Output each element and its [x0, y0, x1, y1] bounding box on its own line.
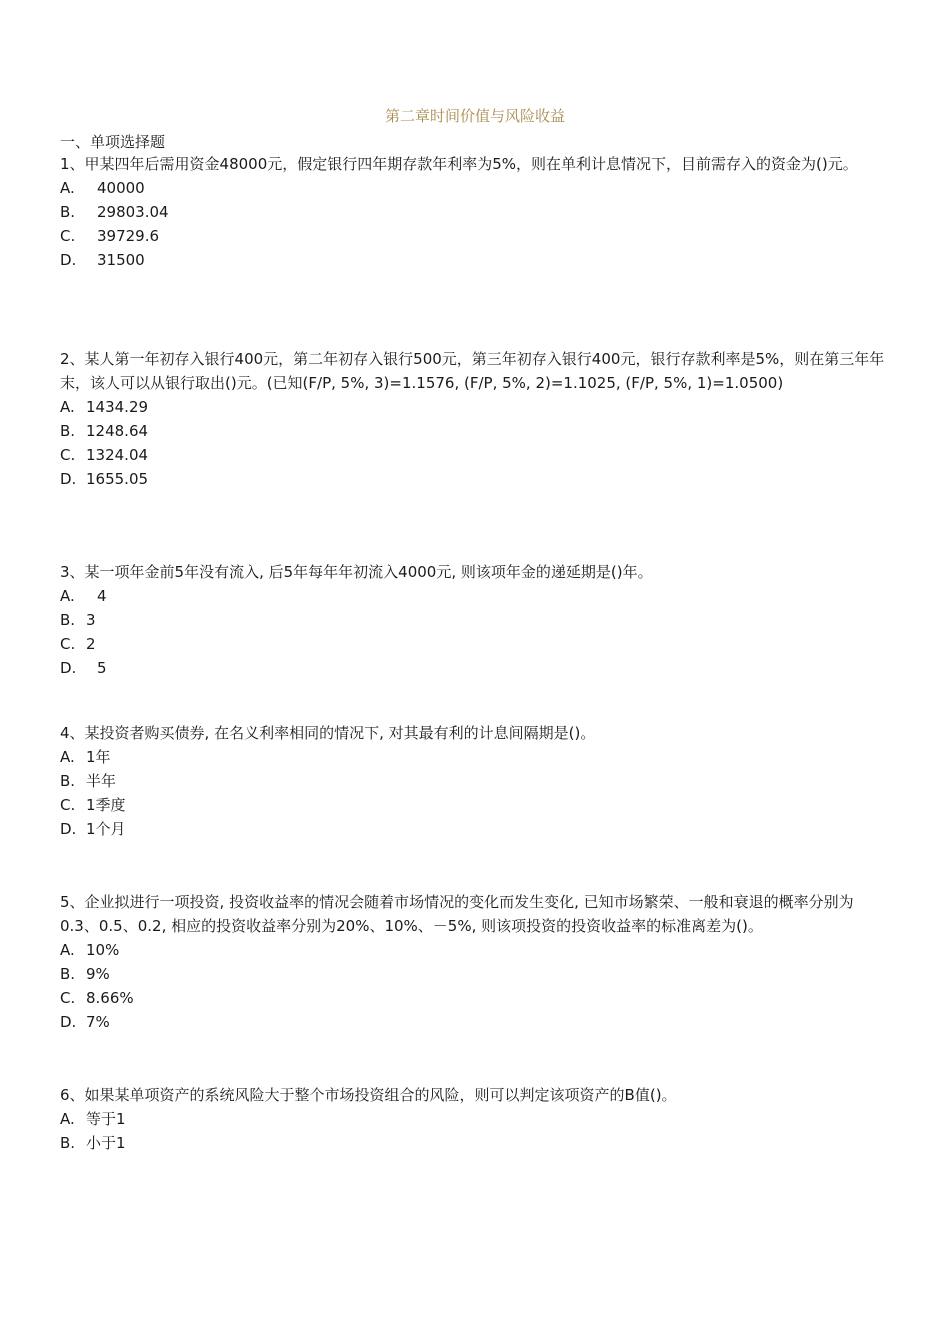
option-text: 7% [86, 1013, 110, 1031]
option-letter: B. [60, 203, 76, 221]
option-text: 9% [86, 965, 110, 983]
option-text: 1季度 [86, 796, 126, 814]
option-text: 29803.04 [97, 203, 169, 221]
option-a [60, 176, 890, 200]
option-letter: C. [60, 446, 76, 464]
option-text: 10% [86, 941, 120, 959]
option-c [60, 632, 890, 656]
option-letter: D. [60, 1013, 77, 1031]
option-text: 等于1 [86, 1110, 126, 1128]
option-letter: B. [60, 965, 76, 983]
option-letter: B. [60, 422, 76, 440]
option-letter: D. [60, 470, 77, 488]
option-letter: A. [60, 587, 75, 605]
option-b [60, 769, 890, 793]
option-letter: D. [60, 251, 77, 269]
option-text: 5 [97, 659, 107, 677]
option-letter: C. [60, 796, 76, 814]
option-d [60, 817, 890, 841]
question-stem: 6、如果某单项资产的系统风险大于整个市场投资组合的风险，则可以判定该项资产的B值()。 [60, 1086, 677, 1104]
question-4 [60, 721, 890, 841]
question-3 [60, 560, 890, 680]
option-letter: C. [60, 227, 76, 245]
question-stem: 2、某人第一年初存入银行400元，第二年初存入银行500元，第三年初存入银行400元，银行存款利率是5%，则在第三年年末，该人可以从银行取出()元。(已知(F/P, 5%, 3)=1.1576, (F/P, 5%, 2)=1.1025, (F/P, 5%, 1)=1.0500) [60, 350, 885, 392]
question-stem: 1、甲某四年后需用资金48000元，假定银行四年期存款年利率为5%，则在单利计息情况下，目前需存入的资金为()元。 [60, 155, 858, 173]
option-text: 1324.04 [86, 446, 149, 464]
option-c [60, 224, 890, 248]
option-text: 1655.05 [86, 470, 149, 488]
option-text: 4 [97, 587, 107, 605]
question-5 [60, 890, 890, 1034]
option-a [60, 584, 890, 608]
option-text: 1个月 [86, 820, 126, 838]
option-text: 小于1 [86, 1134, 126, 1152]
option-letter: A. [60, 179, 75, 197]
option-d [60, 1010, 890, 1034]
question-stem: 5、企业拟进行一项投资, 投资收益率的情况会随着市场情况的变化而发生变化, 已知市场繁荣、一般和衰退的概率分别为0.3、0.5、0.2, 相应的投资收益率分别为20%、10%、－5%, 则该项投资的投资收益率的标准离差为()。 [60, 893, 854, 935]
question-1 [60, 152, 890, 272]
option-text: 8.66% [86, 989, 134, 1007]
option-text: 1年 [86, 748, 111, 766]
option-letter: B. [60, 611, 76, 629]
option-text: 40000 [97, 179, 145, 197]
option-text: 3 [86, 611, 96, 629]
question-2 [60, 347, 890, 491]
option-d [60, 248, 890, 272]
option-b [60, 1131, 890, 1155]
question-6 [60, 1083, 890, 1155]
option-text: 31500 [97, 251, 145, 269]
option-letter: C. [60, 989, 76, 1007]
option-b [60, 200, 890, 224]
section-heading: 一、单项选择题 [60, 133, 166, 151]
option-c [60, 443, 890, 467]
question-stem: 3、某一项年金前5年没有流入, 后5年每年年初流入4000元, 则该项年金的递延期是()年。 [60, 563, 653, 581]
document-title: 第二章时间价值与风险收益 [384, 107, 565, 125]
option-text: 1248.64 [86, 422, 149, 440]
question-stem: 4、某投资者购买债券, 在名义利率相同的情况下, 对其最有利的计息间隔期是()。 [60, 724, 596, 742]
option-a [60, 938, 890, 962]
option-letter: A. [60, 398, 75, 416]
option-text: 39729.6 [97, 227, 160, 245]
option-c [60, 986, 890, 1010]
option-c [60, 793, 890, 817]
option-b [60, 608, 890, 632]
option-text: 1434.29 [86, 398, 149, 416]
option-d [60, 467, 890, 491]
option-letter: B. [60, 772, 76, 790]
option-letter: D. [60, 820, 77, 838]
option-text: 半年 [86, 772, 117, 790]
option-a [60, 745, 890, 769]
option-letter: C. [60, 635, 76, 653]
option-d [60, 656, 890, 680]
option-letter: A. [60, 941, 75, 959]
option-a [60, 395, 890, 419]
option-letter: A. [60, 748, 75, 766]
option-text: 2 [86, 635, 96, 653]
option-letter: B. [60, 1134, 76, 1152]
option-b [60, 962, 890, 986]
option-letter: A. [60, 1110, 75, 1128]
option-b [60, 419, 890, 443]
option-a [60, 1107, 890, 1131]
option-letter: D. [60, 659, 77, 677]
